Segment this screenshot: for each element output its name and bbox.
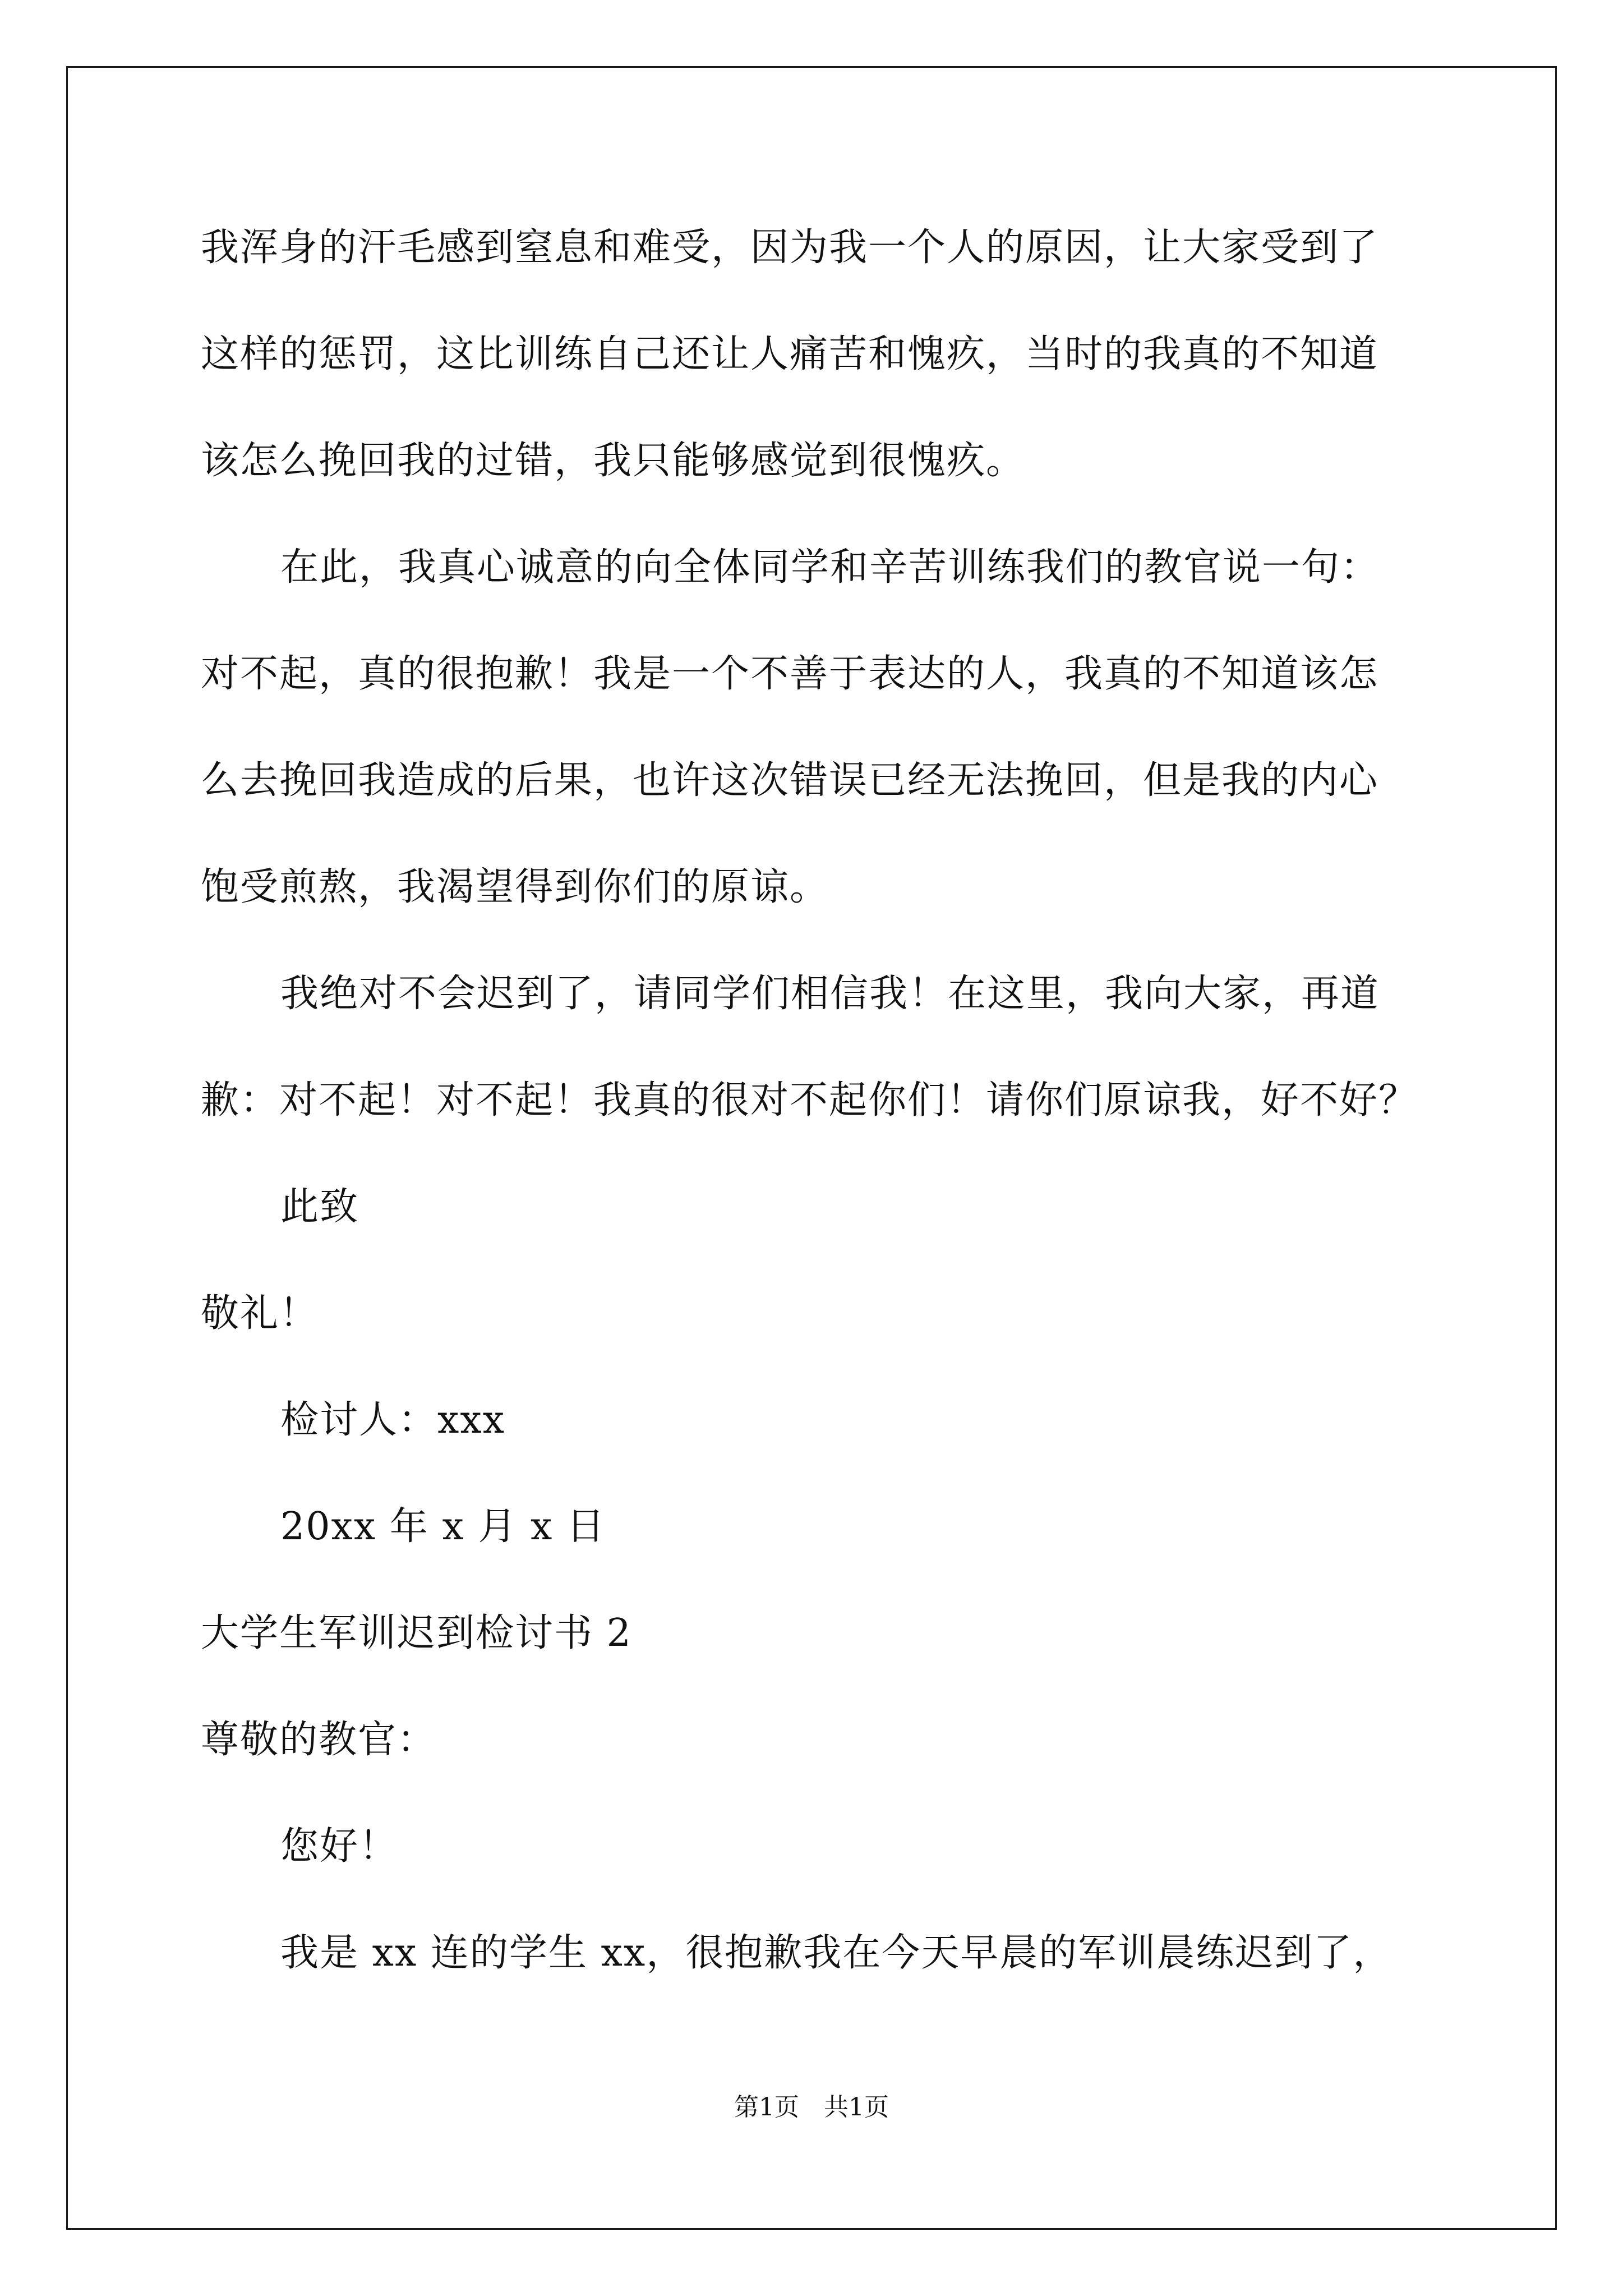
page-number: 第1页 [734, 2093, 799, 2122]
body-line-8: 我绝对不会迟到了，请同学们相信我！在这里，我向大家，再道 [280, 972, 1380, 1016]
page-total: 共1页 [824, 2093, 889, 2122]
body-line-6: 么去挽回我造成的后果，也许这次错误已经无法挽回，但是我的内心 [201, 758, 1379, 803]
greeting-recipient: 尊敬的教官： [201, 1718, 437, 1762]
section-title: 大学生军训迟到检讨书 2 [201, 1611, 632, 1655]
body-line-3: 该怎么挽回我的过错，我只能够感觉到很愧疚。 [201, 439, 1026, 483]
page-footer [0, 2095, 1623, 2120]
body-line-2: 这样的惩罚，这比训练自己还让人痛苦和愧疚，当时的我真的不知道 [201, 332, 1379, 376]
body-line-5: 对不起，真的很抱歉！我是一个不善于表达的人，我真的不知道该怎 [201, 652, 1379, 696]
body-line-7: 饱受煎熬，我渴望得到你们的原谅。 [201, 865, 829, 909]
body-line-1: 我浑身的汗毛感到窒息和难受，因为我一个人的原因，让大家受到了 [201, 226, 1379, 270]
page-border [66, 66, 1557, 2230]
body-line-4: 在此，我真心诚意的向全体同学和辛苦训练我们的教官说一句： [280, 545, 1380, 590]
date-line: 20xx 年 x 月 x 日 [280, 1504, 606, 1549]
body-line-last: 我是 xx 连的学生 xx，很抱歉我在今天早晨的军训晨练迟到了， [280, 1931, 1393, 1975]
closing-salutation: 此致 [280, 1185, 359, 1229]
closing-regards: 敬礼！ [201, 1291, 319, 1336]
greeting-hello: 您好！ [280, 1824, 399, 1869]
signature-line: 检讨人：xxx [280, 1398, 506, 1442]
body-line-9: 歉：对不起！对不起！我真的很对不起你们！请你们原谅我，好不好？ [201, 1078, 1418, 1122]
